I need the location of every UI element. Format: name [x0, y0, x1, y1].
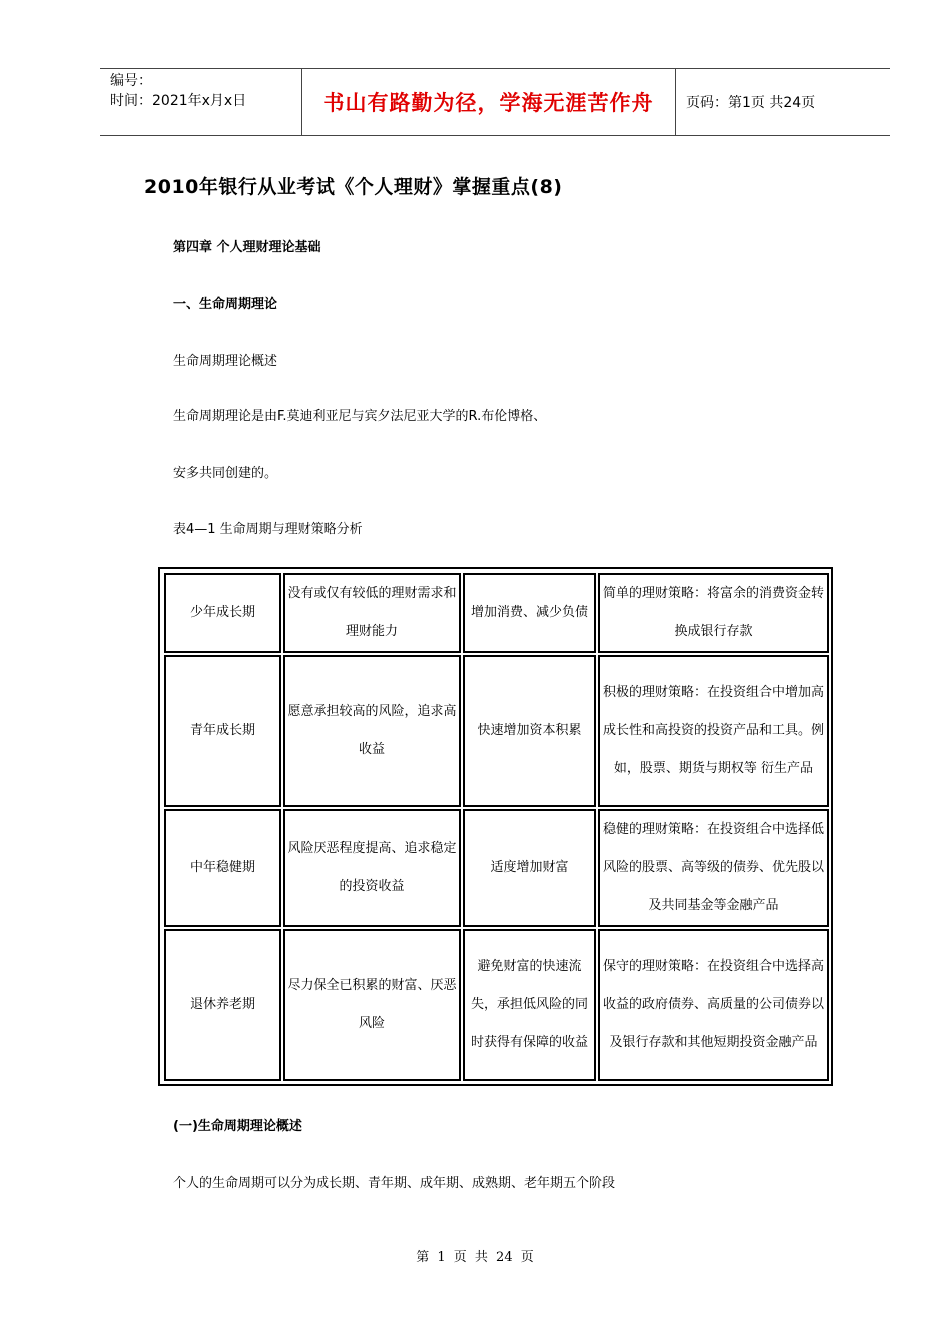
- paragraph-text: 生命周期理论是由F.莫迪利亚尼与宾夕法尼亚大学的R.布伦博格、: [173, 409, 547, 424]
- table-cell-strategy: 简单的理财策略：将富余的消费资金转换成银行存款: [598, 573, 829, 653]
- subsection-heading: (一)生命周期理论概述: [173, 1119, 302, 1134]
- table-cell-feature: 尽力保全已积累的财富、厌恶风险: [283, 929, 461, 1081]
- header-motto: 书山有路勤为径，学海无涯苦作舟: [302, 69, 676, 135]
- header-time-label: 时间：2021年x月x日: [110, 93, 247, 109]
- table-row: [164, 929, 829, 1081]
- subsection-label: 生命周期理论概述: [173, 354, 278, 369]
- table-cell-strategy: 稳健的理财策略：在投资组合中选择低风险的股票、高等级的债券、优先股以及共同基金等金融产品: [598, 809, 829, 927]
- strategy-table: [158, 567, 833, 1086]
- paragraph-text: 安多共同创建的。: [173, 466, 278, 481]
- strategy-table-grid: [162, 571, 831, 1083]
- header-page-label: 页码：第1页 共24页: [686, 95, 816, 111]
- paragraph-text: 个人的生命周期可以分为成长期、青年期、成年期、成熟期、老年期五个阶段: [173, 1176, 616, 1191]
- table-cell-stage: 退休养老期: [164, 929, 281, 1081]
- table-cell-feature: 没有或仅有较低的理财需求和理财能力: [283, 573, 461, 653]
- table-cell-feature: 风险厌恶程度提高、追求稳定的投资收益: [283, 809, 461, 927]
- table-cell-stage: 中年稳健期: [164, 809, 281, 927]
- table-row: [164, 809, 829, 927]
- table-cell-strategy: 积极的理财策略：在投资组合中增加高成长性和高投资的投资产品和工具。例如，股票、期货与期权等 衍生产品: [598, 655, 829, 807]
- table-cell-goal: 避免财富的快速流失，承担低风险的同时获得有保障的收益: [463, 929, 596, 1081]
- document-title: 2010年银行从业考试《个人理财》掌握重点(8): [144, 176, 563, 198]
- chapter-heading: 第四章 个人理财理论基础: [173, 240, 321, 255]
- header-page-info: [676, 69, 890, 135]
- section-heading: 一、生命周期理论: [173, 297, 278, 312]
- table-cell-stage: 少年成长期: [164, 573, 281, 653]
- header-number-label: 编号：: [110, 73, 152, 89]
- page-header: [100, 68, 890, 136]
- table-row: [164, 655, 829, 807]
- page-footer: 第 1 页 共 24 页: [416, 1250, 534, 1265]
- header-meta: [100, 69, 302, 135]
- table-cell-goal: 快速增加资本积累: [463, 655, 596, 807]
- table-row: [164, 573, 829, 653]
- table-cell-goal: 适度增加财富: [463, 809, 596, 927]
- table-cell-stage: 青年成长期: [164, 655, 281, 807]
- table-cell-strategy: 保守的理财策略：在投资组合中选择高收益的政府债券、高质量的公司债券以及银行存款和其他短期投资金融产品: [598, 929, 829, 1081]
- table-cell-goal: 增加消费、减少负债: [463, 573, 596, 653]
- table-caption: 表4—1 生命周期与理财策略分析: [173, 522, 363, 537]
- table-cell-feature: 愿意承担较高的风险，追求高收益: [283, 655, 461, 807]
